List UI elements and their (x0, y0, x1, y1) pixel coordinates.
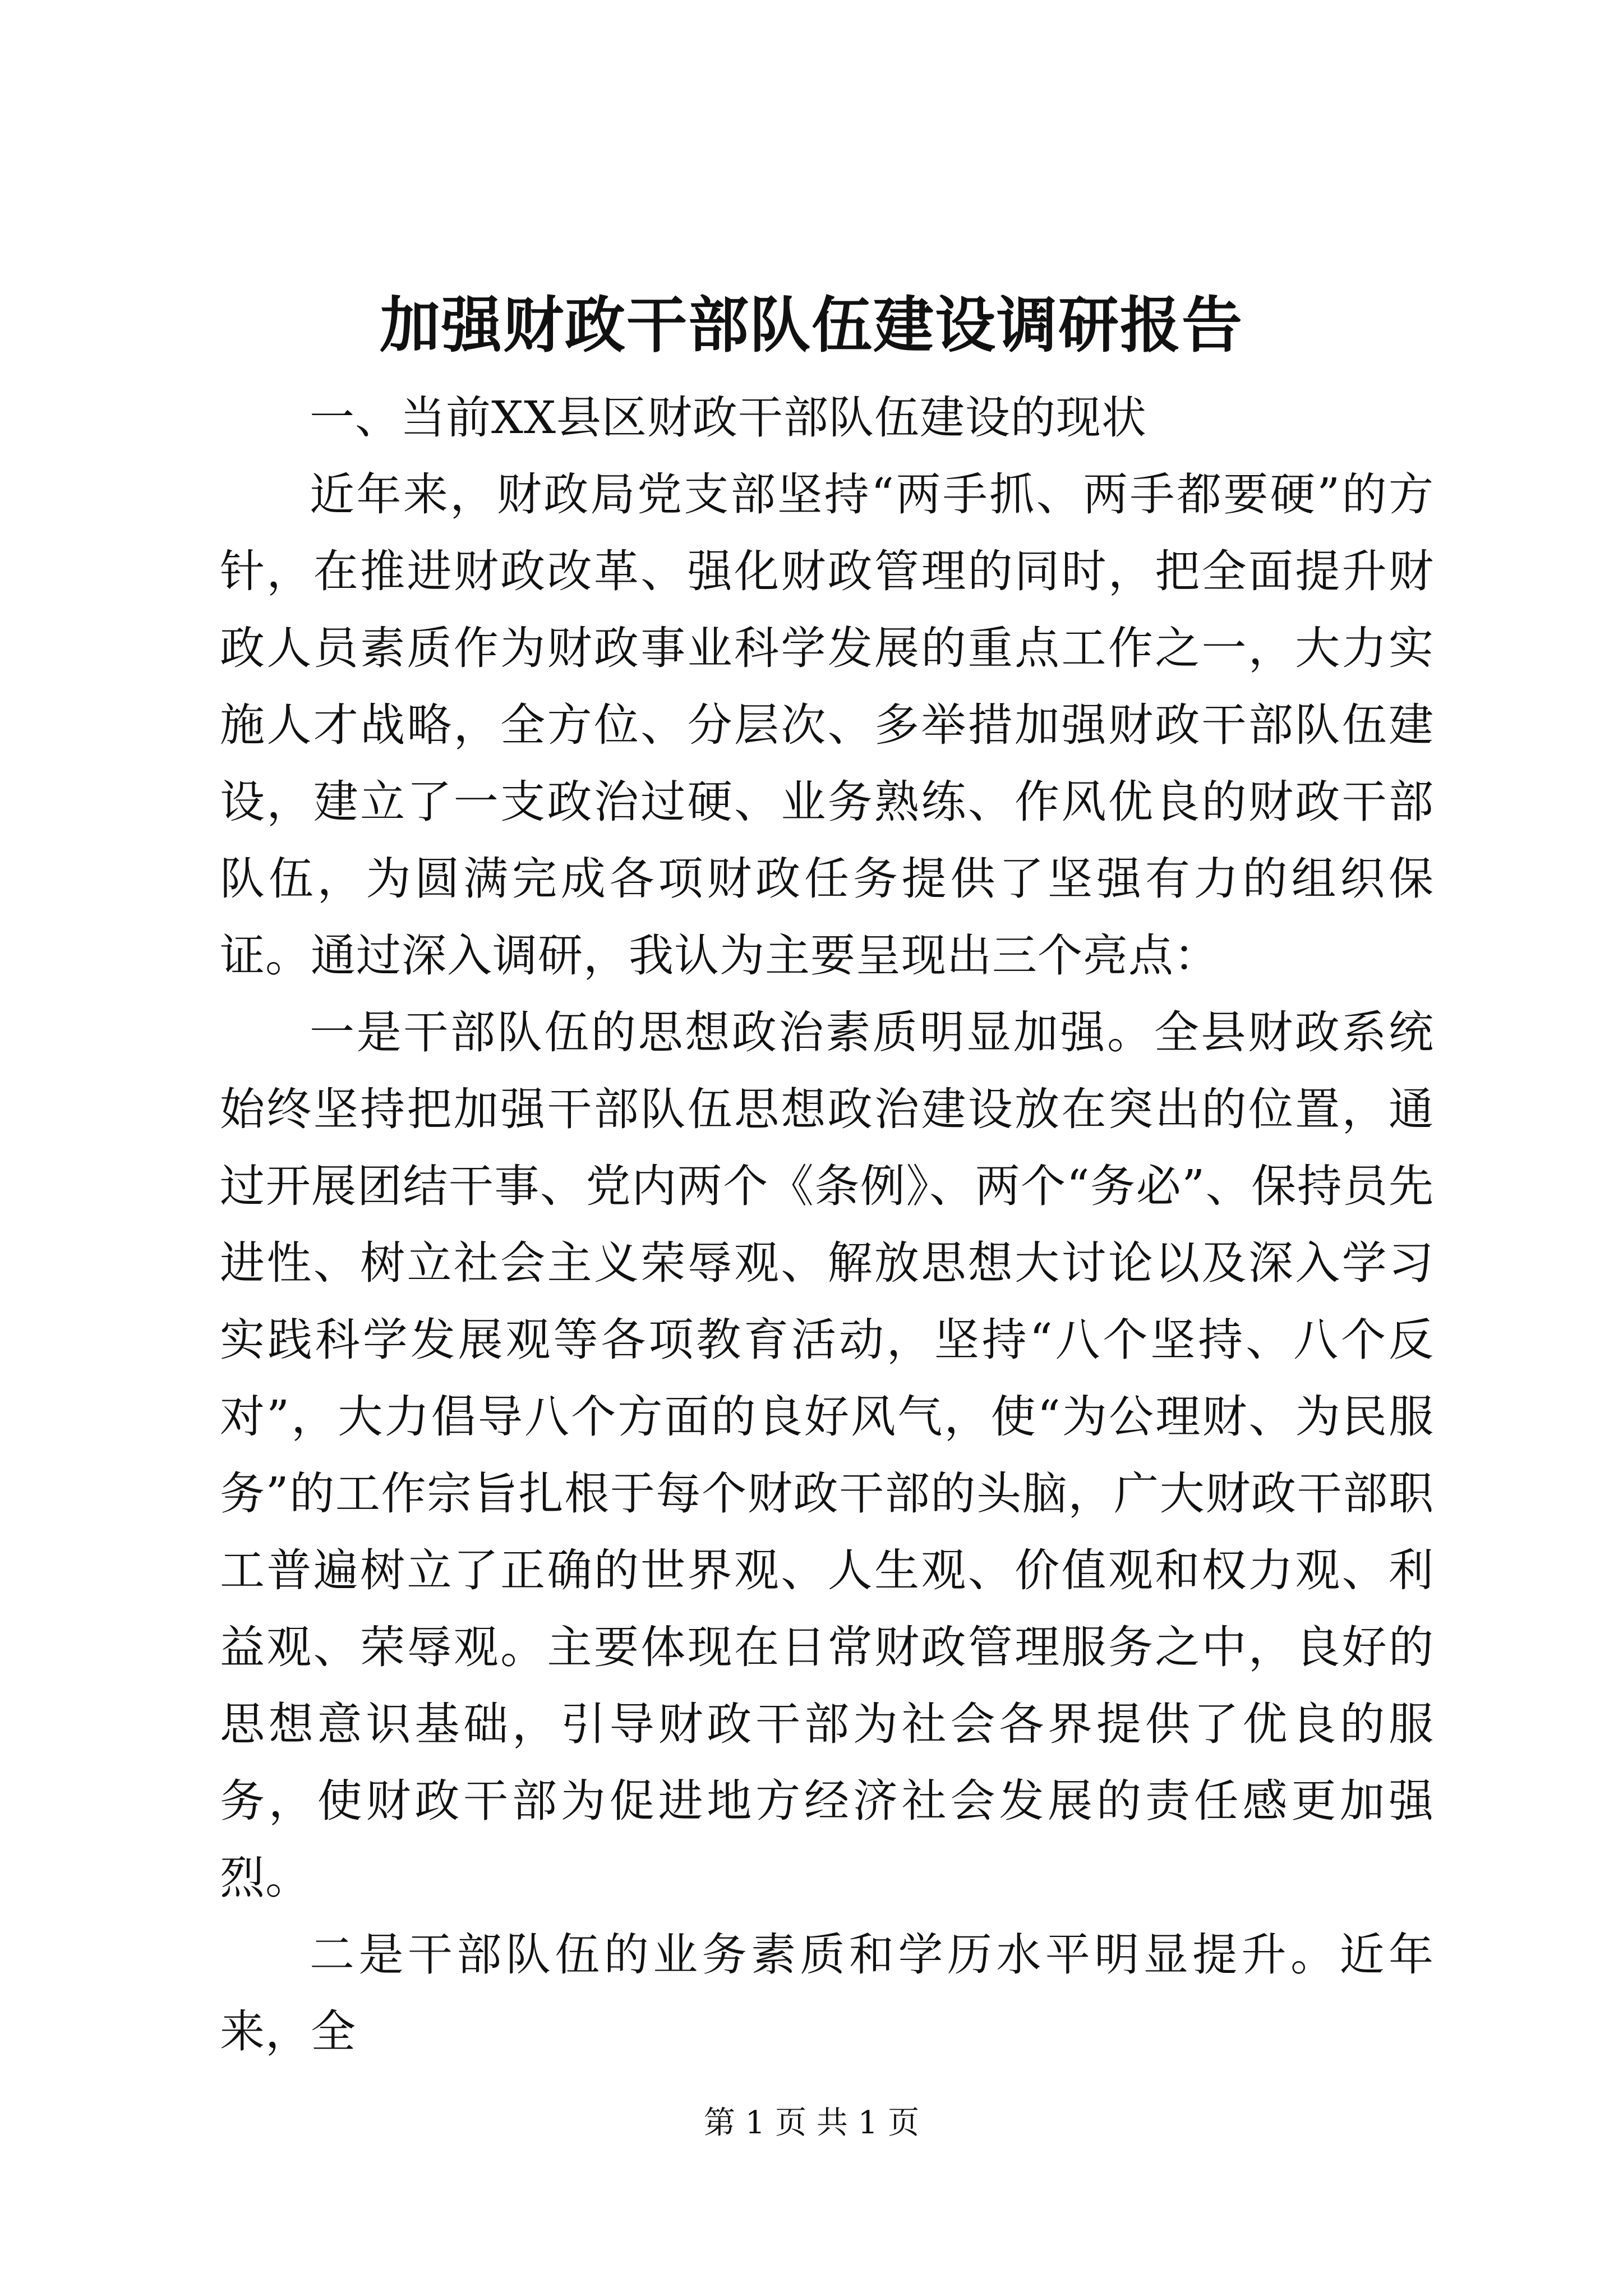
document-body (220, 379, 1434, 2070)
paragraph-intro: 近年来，财政局党支部坚持“两手抓、两手都要硬”的方针，在推进财政改革、强化财政管理的同时，把全面提升财政人员素质作为财政事业科学发展的重点工作之一，大力实施人才战略，全方位、分层次、多举措加强财政干部队伍建设，建立了一支政治过硬、业务熟练、作风优良的财政干部队伍，为圆满完成各项财政任务提供了坚强有力的组织保证。通过深入调研，我认为主要呈现出三个亮点： (220, 468, 1434, 982)
paragraph-point-two: 二是干部队伍的业务素质和学历水平明显提升。近年来，全 (220, 1929, 1434, 2058)
section-heading: 一、当前XX县区财政干部队伍建设的现状 (310, 392, 1147, 444)
page-number: 第 1 页 共 1 页 (703, 2105, 920, 2141)
document-title: 加强财政干部队伍建设调研报告 (379, 290, 1243, 361)
paragraph-point-one: 一是干部队伍的思想政治素质明显加强。全县财政系统始终坚持把加强干部队伍思想政治建设放在突出的位置，通过开展团结干事、党内两个《条例》、两个“务必”、保持员先进性、树立社会主义荣辱观、解放思想大讨论以及深入学习实践科学发展观等各项教育活动，坚持“八个坚持、八个反对”，大力倡导八个方面的良好风气，使“为公理财、为民服务”的工作宗旨扎根于每个财政干部的头脑，广大财政干部职工普遍树立了正确的世界观、人生观、价值观和权力观、利益观、荣辱观。主要体现在日常财政管理服务之中，良好的思想意识基础，引导财政干部为社会各界提供了优良的服务，使财政干部为促进地方经济社会发展的责任感更加强烈。 (220, 1006, 1434, 1904)
